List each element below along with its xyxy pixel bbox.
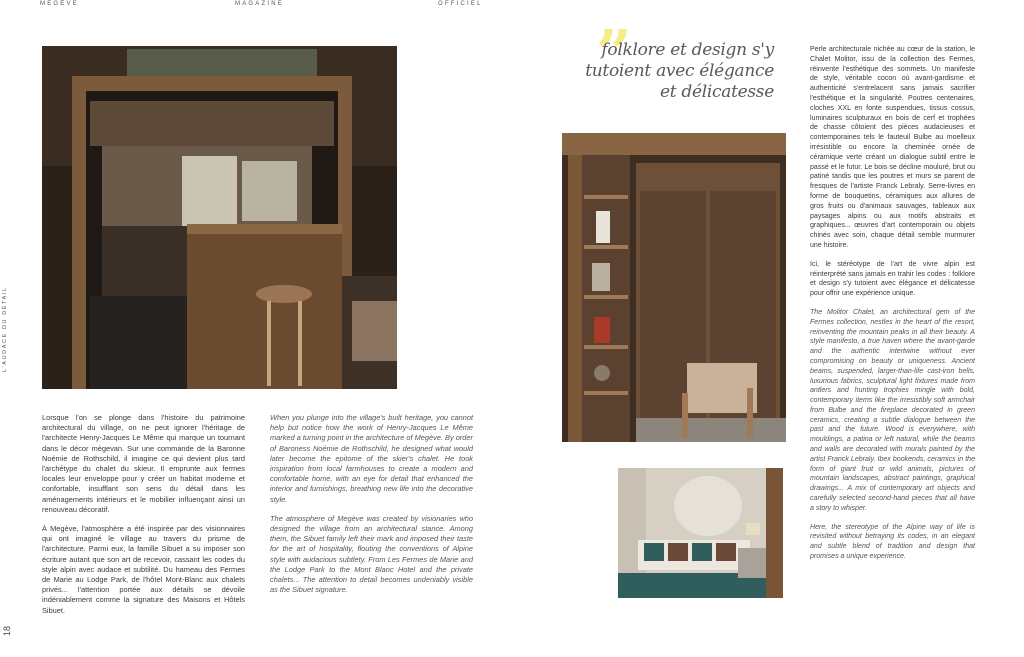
- kitchen-photo: [42, 46, 397, 389]
- section-label: L'AUDACE DU DÉTAIL: [2, 286, 8, 372]
- left-paragraph-2: À Megève, l'atmosphère a été inspirée par des visionnaires qui ont imaginé le village au travers du prisme de l'architecture. Parmi eux, la famille Sibuet a su imposer son écriture autant que son art de recevoir, cassant les codes du style alpin avec audace et subtilité. Du hameau des Fermes de Marie au Lodge Park, de l'hôtel Mont-Blanc aux chalets privés... l'attention portée aux détails se dévoile indéniablement comme la signature des Maisons et Hôtels Sibuet.: [42, 524, 245, 615]
- middle-text-column: [270, 413, 473, 604]
- right-paragraph-1: Perle architecturale nichée au cœur de la station, le Chalet Molitor, issu de la collection des Fermes, réinvente l'esthétique des sommets. Un manifeste de style, véritable cocon où avant-gardisme et authenticité s'entrelacent sans jamais sacrifier l'esthétique et la singularité. Poutres centenaires, cloches XXL en fonte suspendues, tissus cossus, luminaires sculpturaux en bois de cerf et trophées de chasse côtoient des pièces audacieuses et contemporaines tels le fauteuil Bulbe au moelleux irrésistible ou encore la cheminée ornée de céramique verte créant un dialogue subtil entre le passé et le futur. Le bois se décline mouluré, brut ou patiné tandis que les poutres et murs se parent de fresques de l'artiste Franck Lebraly. Serre-livres en forme de bouquetins, céramiques aux allures de gros fruits ou d'animaux sauvages, tableaux aux paysages alpins ou aux motifs abstraits et graphiques... œuvres d'art contemporain ou objets chinés avec soin, chaque détail semble murmurer une histoire.: [810, 46, 975, 249]
- right-paragraph-4: Here, the stereotype of the Alpine way of life is revisited without betraying its codes, in an elegant and subtle blend of tradition and design that promises a unique experience.: [810, 523, 975, 561]
- header-official: OFFICIEL: [438, 1, 483, 7]
- header-brand: MEGÈVE: [40, 1, 79, 7]
- right-paragraph-2: Ici, le stéréotype de l'art de vivre alpin est réinterprété sans jamais en trahir les codes : folklore et design s'y tutoient avec élégance et délicatesse pour offrir une expérience unique.: [810, 260, 975, 298]
- header-magazine: MAGAZINE: [235, 1, 284, 7]
- shelves-photo: [562, 133, 786, 442]
- kitchen-illustration: [42, 46, 397, 389]
- pull-quote: folklore et design s'y tutoient avec élégance et délicatesse: [585, 40, 774, 102]
- right-paragraph-3: The Molitor Chalet, an architectural gem of the Fermes collection, nestles in the heart of the resort, reinventing the mountain peaks in all their beauty. A style manifesto, a true haven where the avant-garde and the authentic intertwine without ever compromising on beauty or uniqueness. Ancient beams, suspended, larger-than-life cast-iron bells, luxurious fabrics, sculptural light fixtures made from antlers and hunting trophies mingle with bold, contemporary items like the irresistibly soft armchair from Bulbe and the fireplace decorated in green ceramics, creating a subtle dialogue between the past and the future. Wood is everywhere, with mouldings, a patina or left natural, while the beams and walls are decorated with murals painted by the artist Franck Lebraly. Ibex bookends, ceramics in the form of giant fruit or wild animals, pictures of mountain landscapes, abstract paintings, graphical drawings... A mix of contemporary art objects and carefully selected second-hand pieces that all have a story to whisper.: [810, 308, 975, 512]
- shelves-illustration: [562, 133, 786, 442]
- middle-paragraph-2: The atmosphere of Megève was created by visionaries who designed the village from an architectural stance. Among them, the Sibuet family left their mark and imposed their taste for the art of hospitality, flouting the conventions of Alpine style with audacious subtlety. From Les Fermes de Marie and the Lodge Park to the Mont Blanc Hotel and the private chalets... The attention to detail becomes undeniably visible as the Sibuet signature.: [270, 513, 473, 595]
- bedroom-photo: [618, 468, 783, 598]
- middle-paragraph-1: When you plunge into the village's built heritage, you cannot help but notice how the work of Henry-Jacques Le Même marked a turning point in the architecture of Megève. By order of Baroness Noémie de Rothschild, he designed what would later become the epitome of the skier's chalet. He took inspiration from local farmhouses to create a modern and comfortable home, with an eye for detail that enhanced the interior and furnishings, breathing new life into the decorative style.: [270, 413, 473, 504]
- page-number: 18: [2, 625, 12, 636]
- right-text-column: [810, 45, 975, 571]
- quote-mark-icon: ”: [596, 16, 632, 89]
- bedroom-illustration: [618, 468, 783, 598]
- left-text-column: [42, 413, 245, 625]
- left-paragraph-1: Lorsque l'on se plonge dans l'histoire du patrimoine architectural du village, on ne peut ignorer l'héritage de l'architecte Henry-Jacques Le Même qui marque un tournant dans le décor mègevan. Sur une commande de la Baronne Noémie de Rothschild, il imagine ce qui devient plus tard l'archétype du chalet du skieur. Il emprunte aux fermes locales leur enveloppe pour y créer un habitat moderne et confortable, insufflant son sens du détail dans les aménagements intérieurs et le mobilier influençant ainsi un renouveau décoratif.: [42, 413, 245, 514]
